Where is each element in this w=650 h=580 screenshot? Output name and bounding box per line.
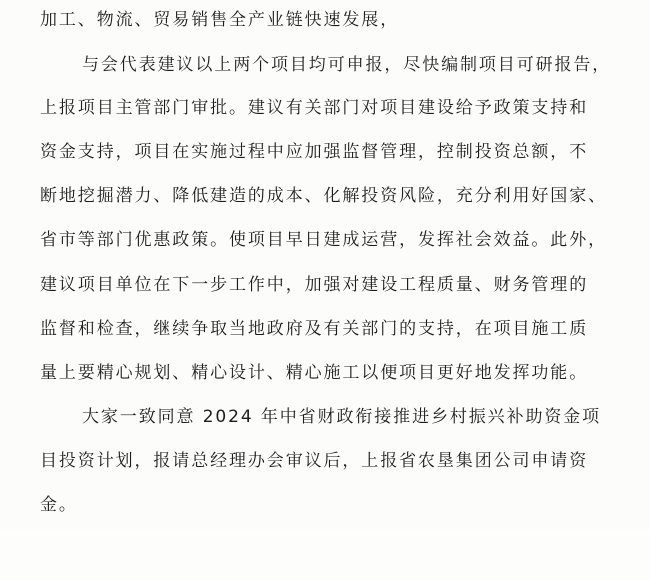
text-line-5: 断地挖掘潜力、降低建造的成本、化解投资风险，充分利用好国家、: [40, 186, 607, 206]
text-line-8: 监督和检查，继续争取当地政府及有关部门的支持，在项目施工质: [40, 319, 589, 339]
text-line-6: 省市等部门优惠政策。使项目早日建成运营，发挥社会效益。此外，: [40, 230, 607, 250]
text-line-4: 资金支持，项目在实施过程中应加强监督管理，控制投资总额，不: [40, 142, 589, 162]
blank-footer-area: [0, 530, 650, 580]
text-line-7: 建议项目单位在下一步工作中，加强对建设工程质量、财务管理的: [40, 275, 589, 295]
text-line-11: 目投资计划，报请总经理办会审议后，上报省农垦集团公司申请资: [40, 451, 589, 471]
text-line-1: 加工、物流、贸易销售全产业链快速发展，: [40, 10, 400, 30]
text-line-10: 大家一致同意 2024 年中省财政衔接推进乡村振兴补助资金项: [82, 407, 602, 427]
text-line-2: 与会代表建议以上两个项目均可申报，尽快编制项目可研报告，: [82, 55, 612, 75]
text-line-9: 量上要精心规划、精心设计、精心施工以便项目更好地发挥功能。: [40, 363, 589, 383]
text-line-12: 金。: [40, 495, 78, 515]
text-line-3: 上报项目主管部门审批。建议有关部门对项目建设给予政策支持和: [40, 98, 589, 118]
